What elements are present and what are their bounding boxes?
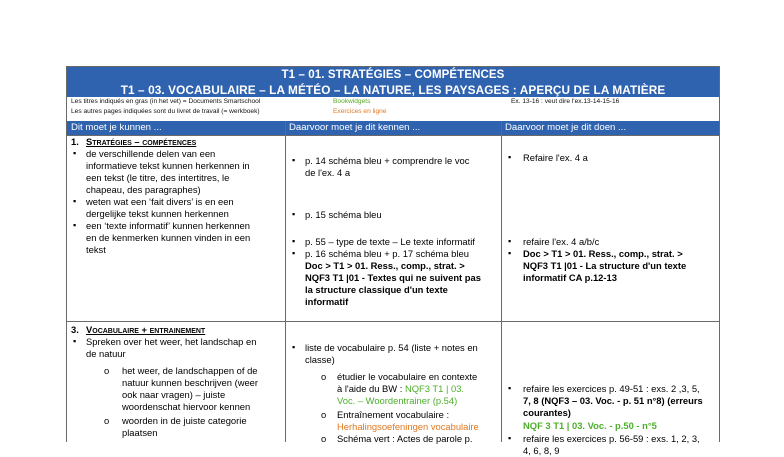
bullet: ▪ xyxy=(292,342,296,352)
s1-c1-line: en de kenmerken kunnen vinden in een xyxy=(86,232,251,243)
sub-bullet: o xyxy=(321,371,327,382)
sub-bullet: o xyxy=(104,415,110,426)
bullet: ▪ xyxy=(508,433,512,443)
s3-c1-line: het weer, de landschappen of de xyxy=(122,365,258,376)
s1-c3-line: informatif CA p.12-13 xyxy=(523,272,617,283)
s3-c2-line: classe) xyxy=(305,354,335,365)
s1-c2-line: p. 55 – type de texte – Le texte informatif xyxy=(305,236,475,247)
s3-c2-line: Entraînement vocabulaire : xyxy=(337,409,450,420)
section-3-heading: Vocabulaire + entrainement xyxy=(86,324,206,335)
s1-c2-line: p. 16 schéma bleu + p. 17 schéma bleu xyxy=(305,248,469,259)
s3-c2-line: liste de vocabulaire p. 54 (liste + notes en xyxy=(305,342,478,353)
legend-bookwidgets: Bookwidgets xyxy=(333,98,371,105)
bookwidget-link[interactable]: NQF3 T1 | 03. xyxy=(404,383,465,394)
s1-c3-line: Doc > T1 > 01. Ress., comp., strat. > xyxy=(523,248,683,259)
s1-c2-line: p. 14 schéma bleu + comprendre le voc xyxy=(305,155,470,166)
s1-c1-line: dergelijke tekst kunnen herkennen xyxy=(86,208,229,219)
bullet: ▪ xyxy=(73,220,77,230)
sub-bullet: o xyxy=(321,433,327,444)
s1-c1-line: een tekst (le titre, des intertitres, le xyxy=(86,172,230,183)
s1-c1-line: chapeau, des paragraphes) xyxy=(86,184,201,195)
bullet: ▪ xyxy=(508,383,512,393)
s3-c3-line: refaire les exercices p. 56-59 : exs. 1, 2, 3, xyxy=(523,433,700,444)
bullet: ▪ xyxy=(508,236,512,246)
legend-online-exercises: Exercices en ligne xyxy=(333,108,387,115)
bullet: ▪ xyxy=(292,236,296,246)
s3-c1-line: woorden in de juiste categorie xyxy=(122,415,247,426)
s1-c2-line: informatif xyxy=(305,296,349,307)
s3-c3-line: courantes) xyxy=(523,407,571,418)
bullet: ▪ xyxy=(73,336,77,346)
column-divider xyxy=(285,121,286,442)
bullet: ▪ xyxy=(292,209,296,219)
s3-c2-line: étudier le vocabulaire en contexte xyxy=(337,371,478,382)
s1-c3-line: Refaire l'ex. 4 a xyxy=(523,152,588,163)
s3-c1-line: Spreken over het weer, het landschap en xyxy=(86,336,257,347)
bookwidget-link[interactable]: Voc. – Woordentrainer (p.54) xyxy=(337,395,458,406)
s3-c1-line: de natuur xyxy=(86,348,126,359)
column-divider xyxy=(501,121,502,442)
s3-c2-line: Schéma vert : Actes de parole p. xyxy=(337,433,473,444)
s1-c3-line: NQF3 T1 |01 - La structure d'un texte xyxy=(523,260,687,271)
s3-c3-line: 4, 6, 8, 9 xyxy=(523,445,560,456)
s3-c1-line: plaatsen xyxy=(122,427,158,438)
bullet: ▪ xyxy=(508,248,512,258)
bullet: ▪ xyxy=(292,155,296,165)
section-1-heading: Stratégies – compétences xyxy=(86,136,197,147)
s3-c2-line: à l'aide du BW : xyxy=(337,383,405,394)
title-line-1: T1 – 01. STRATÉGIES – COMPÉTENCES xyxy=(281,69,505,81)
legend-ex-note: Ex. 13-16 : veut dire l'ex.13-14-15-16 xyxy=(511,98,620,105)
sub-bullet: o xyxy=(321,409,327,420)
sub-bullet: o xyxy=(104,365,110,376)
s1-c1-line: tekst xyxy=(86,244,106,255)
s3-c1-line: natuur kunnen beschrijven (weer xyxy=(122,377,259,388)
s1-c2-line: NQF3 T1 |01 - Textes qui ne suivent pas xyxy=(305,272,481,283)
s1-c2-line: Doc > T1 > 01. Ress., comp., strat. > xyxy=(305,260,465,271)
s1-c1-line: een ‘texte informatif’ kunnen herkennen xyxy=(86,220,250,231)
column-header-3: Daarvoor moet je dit doen ... xyxy=(505,122,627,133)
legend-other-pages: Les autres pages indiquées sont du livret de travail (= werkboek) xyxy=(71,108,260,115)
s3-c3-line: refaire les exercices p. 49-51 : exs. 2 ,3, 5, xyxy=(523,383,700,394)
s3-c3-line: 7, 8 (NQF3 – 03. Voc. - p. 51 n°8) (erreurs xyxy=(523,395,703,406)
column-header-1: Dit moet je kunnen ... xyxy=(71,122,162,133)
column-header-2: Daarvoor moet je dit kennen ... xyxy=(289,122,421,133)
bullet: ▪ xyxy=(73,196,77,206)
s1-c1-line: informatieve tekst kunnen herkennen in xyxy=(86,160,250,171)
bullet: ▪ xyxy=(508,152,512,162)
s1-c2-line: de l'ex. 4 a xyxy=(305,167,351,178)
section-1-number: 1. xyxy=(71,136,79,147)
s1-c1-line: weten wat een ‘fait divers’ is en een xyxy=(86,196,234,207)
s1-c3-line: refaire l'ex. 4 a/b/c xyxy=(523,236,600,247)
s1-c1-line: de verschillende delen van een xyxy=(86,148,216,159)
s1-c2-line: p. 15 schéma bleu xyxy=(305,209,382,220)
row-divider xyxy=(67,321,719,322)
section-3-number: 3. xyxy=(71,324,79,335)
legend-bold-titles: Les titres indiqués en gras (in het vet) = Documents Smartschool xyxy=(71,98,261,105)
bookwidget-link[interactable]: NQF 3 T1 | 03. Voc. - p.50 - n°5 xyxy=(523,420,657,431)
online-exercise-link[interactable]: Herhalingsoefeningen vocabulaire xyxy=(337,421,479,432)
s3-c1-line: woordenschat hiervoor kennen xyxy=(122,401,251,412)
bullet: ▪ xyxy=(73,148,77,158)
s1-c2-line: la structure classique d'un texte xyxy=(305,284,448,295)
title-line-2: T1 – 03. VOCABULAIRE – LA MÉTÉO – LA NATURE, LES PAYSAGES : APERÇU DE LA MATIÈRE xyxy=(120,83,666,97)
bullet: ▪ xyxy=(292,248,296,258)
overview-table xyxy=(66,66,720,456)
s3-c1-line: ook naar vragen) – juiste xyxy=(122,389,226,400)
